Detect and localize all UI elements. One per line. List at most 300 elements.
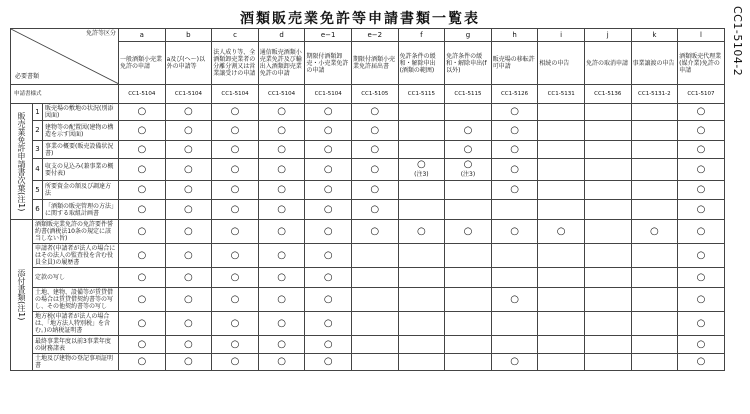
requirement-cell [119,268,166,288]
required-mark: ○ [463,143,473,155]
required-mark: ○ [137,293,147,305]
required-mark: ○ [137,317,147,329]
corner-bottom-label: 必要書類 [15,73,40,80]
column-form-code: CC1-5104 [212,85,259,104]
requirement-cell [305,121,352,141]
required-mark: ○ [137,249,147,261]
required-mark: ○ [370,163,380,175]
required-mark: ○ [370,143,380,155]
requirement-cell [491,121,538,141]
required-mark: ○ [277,203,286,215]
table-row [11,141,725,159]
required-mark: ○ [696,143,706,155]
requirement-cell [258,244,305,268]
requirement-cell [119,159,166,181]
requirement-cell [258,159,305,181]
required-mark: ○ [230,163,240,175]
requirement-cell [491,244,538,268]
requirement-cell [258,141,305,159]
requirement-cell [445,312,492,336]
required-mark: ○ [323,249,333,261]
requirement-cell [398,312,445,336]
table-row [11,288,725,312]
requirement-cell [212,244,259,268]
required-mark: ○ [370,106,380,117]
requirement-cell [305,354,352,371]
requirement-cell [538,268,585,288]
column-description: 通信販売酒類小売業免許及び輸出入酒類卸売業免許の申請 [258,42,305,85]
requirement-cell [631,354,678,371]
row-number: 2 [33,121,43,141]
requirement-cell [119,220,166,244]
requirement-cell [445,159,492,181]
column-description: 酒類販売代理業(媒介業)免許の申請 [678,42,725,85]
required-mark: ○ [277,143,286,155]
required-mark: ○ [184,356,193,367]
required-mark: ○ [137,184,147,195]
requirement-cell [678,220,725,244]
column-form-code: CC1-5104 [165,85,212,104]
requirement-cell [631,336,678,354]
column-letter: d [258,29,305,42]
requirement-cell [678,181,725,200]
requirement-cell [258,104,305,121]
requirement-cell [631,268,678,288]
column-letter: c [212,29,259,42]
form-label: 申請書様式 [11,85,119,104]
requirement-cell [212,200,259,220]
required-mark: ○ [323,225,333,237]
required-mark: ○ [277,163,286,175]
requirement-cell [584,200,631,220]
required-mark: ○ [370,203,380,215]
note-label: (注3) [414,170,429,178]
document-name: 収支の見込み(兼事業の概要付表) [43,159,119,181]
requirement-cell [398,141,445,159]
requirement-cell [631,200,678,220]
required-mark: ○ [696,124,706,136]
column-description: 販売場の移転許可申請 [491,42,538,85]
required-mark: ○ [277,271,286,283]
column-description: a及び(ヘ～)以外の申請等 [165,42,212,85]
requirement-cell [351,159,398,181]
column-description: 法人成り等、全酒類卸売業者の分離分割又は営業譲受けの申請 [212,42,259,85]
requirement-cell [445,354,492,371]
requirement-cell [119,244,166,268]
requirement-cell [491,181,538,200]
required-mark: ○ [137,203,147,215]
corner-top-label: 免許等区分 [86,30,117,37]
requirement-cell [491,268,538,288]
table-row [11,268,725,288]
requirement-cell [538,200,585,220]
requirement-cell [165,141,212,159]
table-row [11,200,725,220]
required-mark: ○ [230,143,240,155]
requirement-cell [445,104,492,121]
requirement-cell [491,159,538,181]
requirement-cell [165,336,212,354]
requirement-cell [212,159,259,181]
required-mark: ○ [230,338,240,350]
requirement-cell [445,181,492,200]
required-mark: ○ [277,106,286,117]
requirement-cell [678,121,725,141]
column-form-code: CC1-5104 [258,85,305,104]
required-mark: ○ [137,163,147,175]
required-mark: ○ [649,225,659,237]
requirement-cell [212,312,259,336]
column-form-code: CC1-5131 [538,85,585,104]
required-mark: ○ [184,293,193,305]
required-mark: ○ [696,293,706,305]
requirement-cell [491,104,538,121]
requirement-cell [584,244,631,268]
requirement-cell [538,141,585,159]
required-mark: ○ [370,225,380,237]
requirement-cell [491,336,538,354]
requirement-cell [445,220,492,244]
requirement-cell [305,312,352,336]
row-number: 1 [33,104,43,121]
requirement-cell [538,336,585,354]
requirement-cell [119,200,166,220]
requirement-cell [678,244,725,268]
corner-header-cell [11,29,119,85]
required-mark: ○ [230,271,240,283]
requirement-cell [678,104,725,121]
required-mark: ○ [556,225,566,237]
required-mark: ○ [417,158,426,170]
required-mark: ○ [230,317,240,329]
requirement-cell [445,336,492,354]
requirement-cell [445,244,492,268]
requirement-cell [165,104,212,121]
requirement-cell [631,181,678,200]
requirement-cell [351,336,398,354]
requirement-cell [258,354,305,371]
requirement-cell [119,181,166,200]
required-mark: ○ [137,225,147,237]
required-mark: ○ [184,317,193,329]
requirement-cell [351,104,398,121]
requirement-cell [398,200,445,220]
requirement-cell [398,354,445,371]
column-letter: e−2 [351,29,398,42]
required-mark: ○ [696,163,706,175]
required-mark: ○ [277,293,286,305]
requirement-cell [258,288,305,312]
required-mark: ○ [230,124,240,136]
required-mark: ○ [510,124,519,136]
column-description: 免許条件の緩和・解除申出(f以外) [445,42,492,85]
column-form-code: CC1-5131-2 [631,85,678,104]
column-form-code: CC1-5107 [678,85,725,104]
requirement-cell [119,104,166,121]
required-mark: ○ [184,338,193,350]
required-mark: ○ [696,356,706,367]
required-mark: ○ [230,225,240,237]
document-name: 定款の写し [33,268,119,288]
table-row [11,121,725,141]
table-row [11,244,725,268]
requirement-cell [631,288,678,312]
required-mark: ○ [277,356,286,367]
requirement-cell [351,121,398,141]
requirement-cell [584,268,631,288]
requirement-cell [398,244,445,268]
required-mark: ○ [184,225,193,237]
requirement-cell [584,288,631,312]
required-mark: ○ [510,106,519,117]
requirement-cell [258,268,305,288]
requirement-cell [538,312,585,336]
required-mark: ○ [323,356,333,367]
requirement-cell [678,159,725,181]
requirement-cell [445,141,492,159]
requirement-cell [165,200,212,220]
requirement-cell [305,336,352,354]
required-mark: ○ [510,356,519,367]
required-mark: ○ [323,338,333,350]
required-mark: ○ [277,124,286,136]
requirement-cell [119,121,166,141]
requirement-cell [258,200,305,220]
required-mark: ○ [510,225,519,237]
required-mark: ○ [184,143,193,155]
requirement-cell [584,181,631,200]
requirement-cell [398,181,445,200]
required-mark: ○ [696,203,706,215]
requirement-cell [678,336,725,354]
column-letter: l [678,29,725,42]
requirement-cell [584,121,631,141]
requirement-cell [212,220,259,244]
required-mark: ○ [510,293,519,305]
required-mark: ○ [277,338,286,350]
requirement-cell [351,268,398,288]
required-mark: ○ [323,163,333,175]
requirement-cell [631,312,678,336]
required-mark: ○ [463,225,473,237]
requirement-cell [351,312,398,336]
row-number: 5 [33,181,43,200]
table-row [11,104,725,121]
column-letter: k [631,29,678,42]
requirement-cell [305,268,352,288]
required-mark: ○ [137,356,147,367]
requirement-cell [305,159,352,181]
row-number: 4 [33,159,43,181]
required-mark: ○ [184,124,193,136]
required-mark: ○ [137,143,147,155]
required-mark: ○ [137,338,147,350]
requirement-cell [212,336,259,354]
document-name: 地方税(申請者が法人の場合は、「地方法人特別税」を含む。)の納税証明書 [33,312,119,336]
requirement-cell [584,336,631,354]
requirement-cell [445,268,492,288]
required-mark: ○ [696,249,706,261]
requirement-cell [305,141,352,159]
column-description: 期限付酒類卸売・小売業免許の申請 [305,42,352,85]
requirement-cell [258,312,305,336]
document-name: 申請者(申請者が法人の場合にはその法人の監査役を含む役員全員)の履歴書 [33,244,119,268]
requirement-cell [165,244,212,268]
requirement-cell [491,141,538,159]
required-mark: ○ [184,163,193,175]
note-label: (注3) [460,170,476,178]
requirement-cell [165,312,212,336]
requirement-cell [398,121,445,141]
requirement-cell [678,354,725,371]
table-row [11,220,725,244]
column-letter: g [445,29,492,42]
requirement-cell [631,220,678,244]
requirement-cell [398,268,445,288]
document-title: 酒類販売業免許等申請書類一覧表 [240,11,480,27]
group-label: 添付書類(注1) [11,220,33,371]
table-row [11,181,725,200]
required-mark: ○ [230,356,240,367]
requirement-cell [165,220,212,244]
requirement-cell [119,312,166,336]
requirement-cell [678,200,725,220]
requirement-cell [305,288,352,312]
requirement-cell [631,244,678,268]
requirement-cell [584,141,631,159]
required-mark: ○ [230,203,240,215]
required-mark: ○ [510,184,519,195]
requirement-cell [212,104,259,121]
document-name: 建物等の配置図(建物の構造を示す図面) [43,121,119,141]
required-mark: ○ [510,163,519,175]
requirement-cell [212,268,259,288]
column-form-code: CC1-5126 [491,85,538,104]
requirement-cell [212,354,259,371]
requirement-cell [258,336,305,354]
requirement-cell [491,312,538,336]
requirement-cell [631,121,678,141]
requirement-cell [398,159,445,181]
requirement-cell [678,312,725,336]
column-letter: e−1 [305,29,352,42]
form-code: CC1-5104-2 [731,6,744,77]
required-mark: ○ [230,184,240,195]
document-name: 販売場の敷地の状況(別添図面) [43,104,119,121]
requirement-cell [678,288,725,312]
column-form-code: CC1-5136 [584,85,631,104]
requirement-cell [398,288,445,312]
requirement-cell [538,244,585,268]
required-mark: ○ [184,184,193,195]
document-name: 酒類販売業免許の免許要件誓約書(酒税法10条の規定に該当しない旨) [33,220,119,244]
column-letter: b [165,29,212,42]
requirement-cell [491,354,538,371]
column-letter: h [491,29,538,42]
required-mark: ○ [323,106,333,117]
column-description: 免許の取消申請 [584,42,631,85]
table-row [11,159,725,181]
required-mark: ○ [277,317,286,329]
requirement-cell [678,268,725,288]
column-description: 事業譲渡の申告 [631,42,678,85]
requirement-cell [119,336,166,354]
document-name: 所要資金の額及び調達方法 [43,181,119,200]
column-letter: i [538,29,585,42]
required-mark: ○ [137,271,147,283]
requirement-cell [491,200,538,220]
requirement-cell [351,220,398,244]
required-mark: ○ [323,203,333,215]
required-mark: ○ [230,106,240,117]
document-name: 「酒類の販売管理の方法」に関する取組計画書 [43,200,119,220]
required-mark: ○ [370,184,380,195]
requirement-cell [305,104,352,121]
requirement-cell [119,288,166,312]
required-mark: ○ [323,184,333,195]
row-number: 3 [33,141,43,159]
requirement-cell [258,220,305,244]
document-name: 事業の概要(販売設備状況書) [43,141,119,159]
required-mark: ○ [696,106,706,117]
requirement-cell [212,121,259,141]
requirement-cell [678,141,725,159]
table-row [11,354,725,371]
column-form-code: CC1-5104 [119,85,166,104]
requirement-cell [351,200,398,220]
required-mark: ○ [323,143,333,155]
requirement-cell [258,121,305,141]
requirement-cell [351,288,398,312]
required-mark: ○ [696,317,706,329]
document-name: 土地、建物、設備等が賃貸借の場合は賃貸借契約書等の写し、その他契約書等の写し [33,288,119,312]
requirement-cell [538,220,585,244]
required-mark: ○ [510,143,519,155]
requirement-cell [445,121,492,141]
document-name: 土地及び建物の登記事項証明書 [33,354,119,371]
required-mark: ○ [184,249,193,261]
required-mark: ○ [696,225,706,237]
requirement-cell [165,159,212,181]
requirement-cell [305,200,352,220]
requirement-cell [538,288,585,312]
requirement-cell [212,288,259,312]
requirement-cell [538,181,585,200]
requirement-cell [445,200,492,220]
table-row [11,312,725,336]
document-name: 最終事業年度以前3事業年度の財務諸表 [33,336,119,354]
required-mark: ○ [417,225,426,237]
requirement-cell [305,181,352,200]
required-mark: ○ [230,249,240,261]
required-mark: ○ [230,293,240,305]
required-mark: ○ [696,184,706,195]
requirement-cell [165,288,212,312]
requirement-cell [584,312,631,336]
requirement-cell [212,181,259,200]
required-mark: ○ [323,317,333,329]
requirement-cell [351,244,398,268]
requirement-cell [165,354,212,371]
requirement-cell [305,244,352,268]
requirement-cell [538,354,585,371]
group-label: 販売業免許申請書次葉(注1) [11,104,33,220]
column-description: 一般酒類小売業免許の申請 [119,42,166,85]
column-letter: f [398,29,445,42]
required-mark: ○ [277,225,286,237]
required-mark: ○ [277,184,286,195]
requirement-cell [212,141,259,159]
